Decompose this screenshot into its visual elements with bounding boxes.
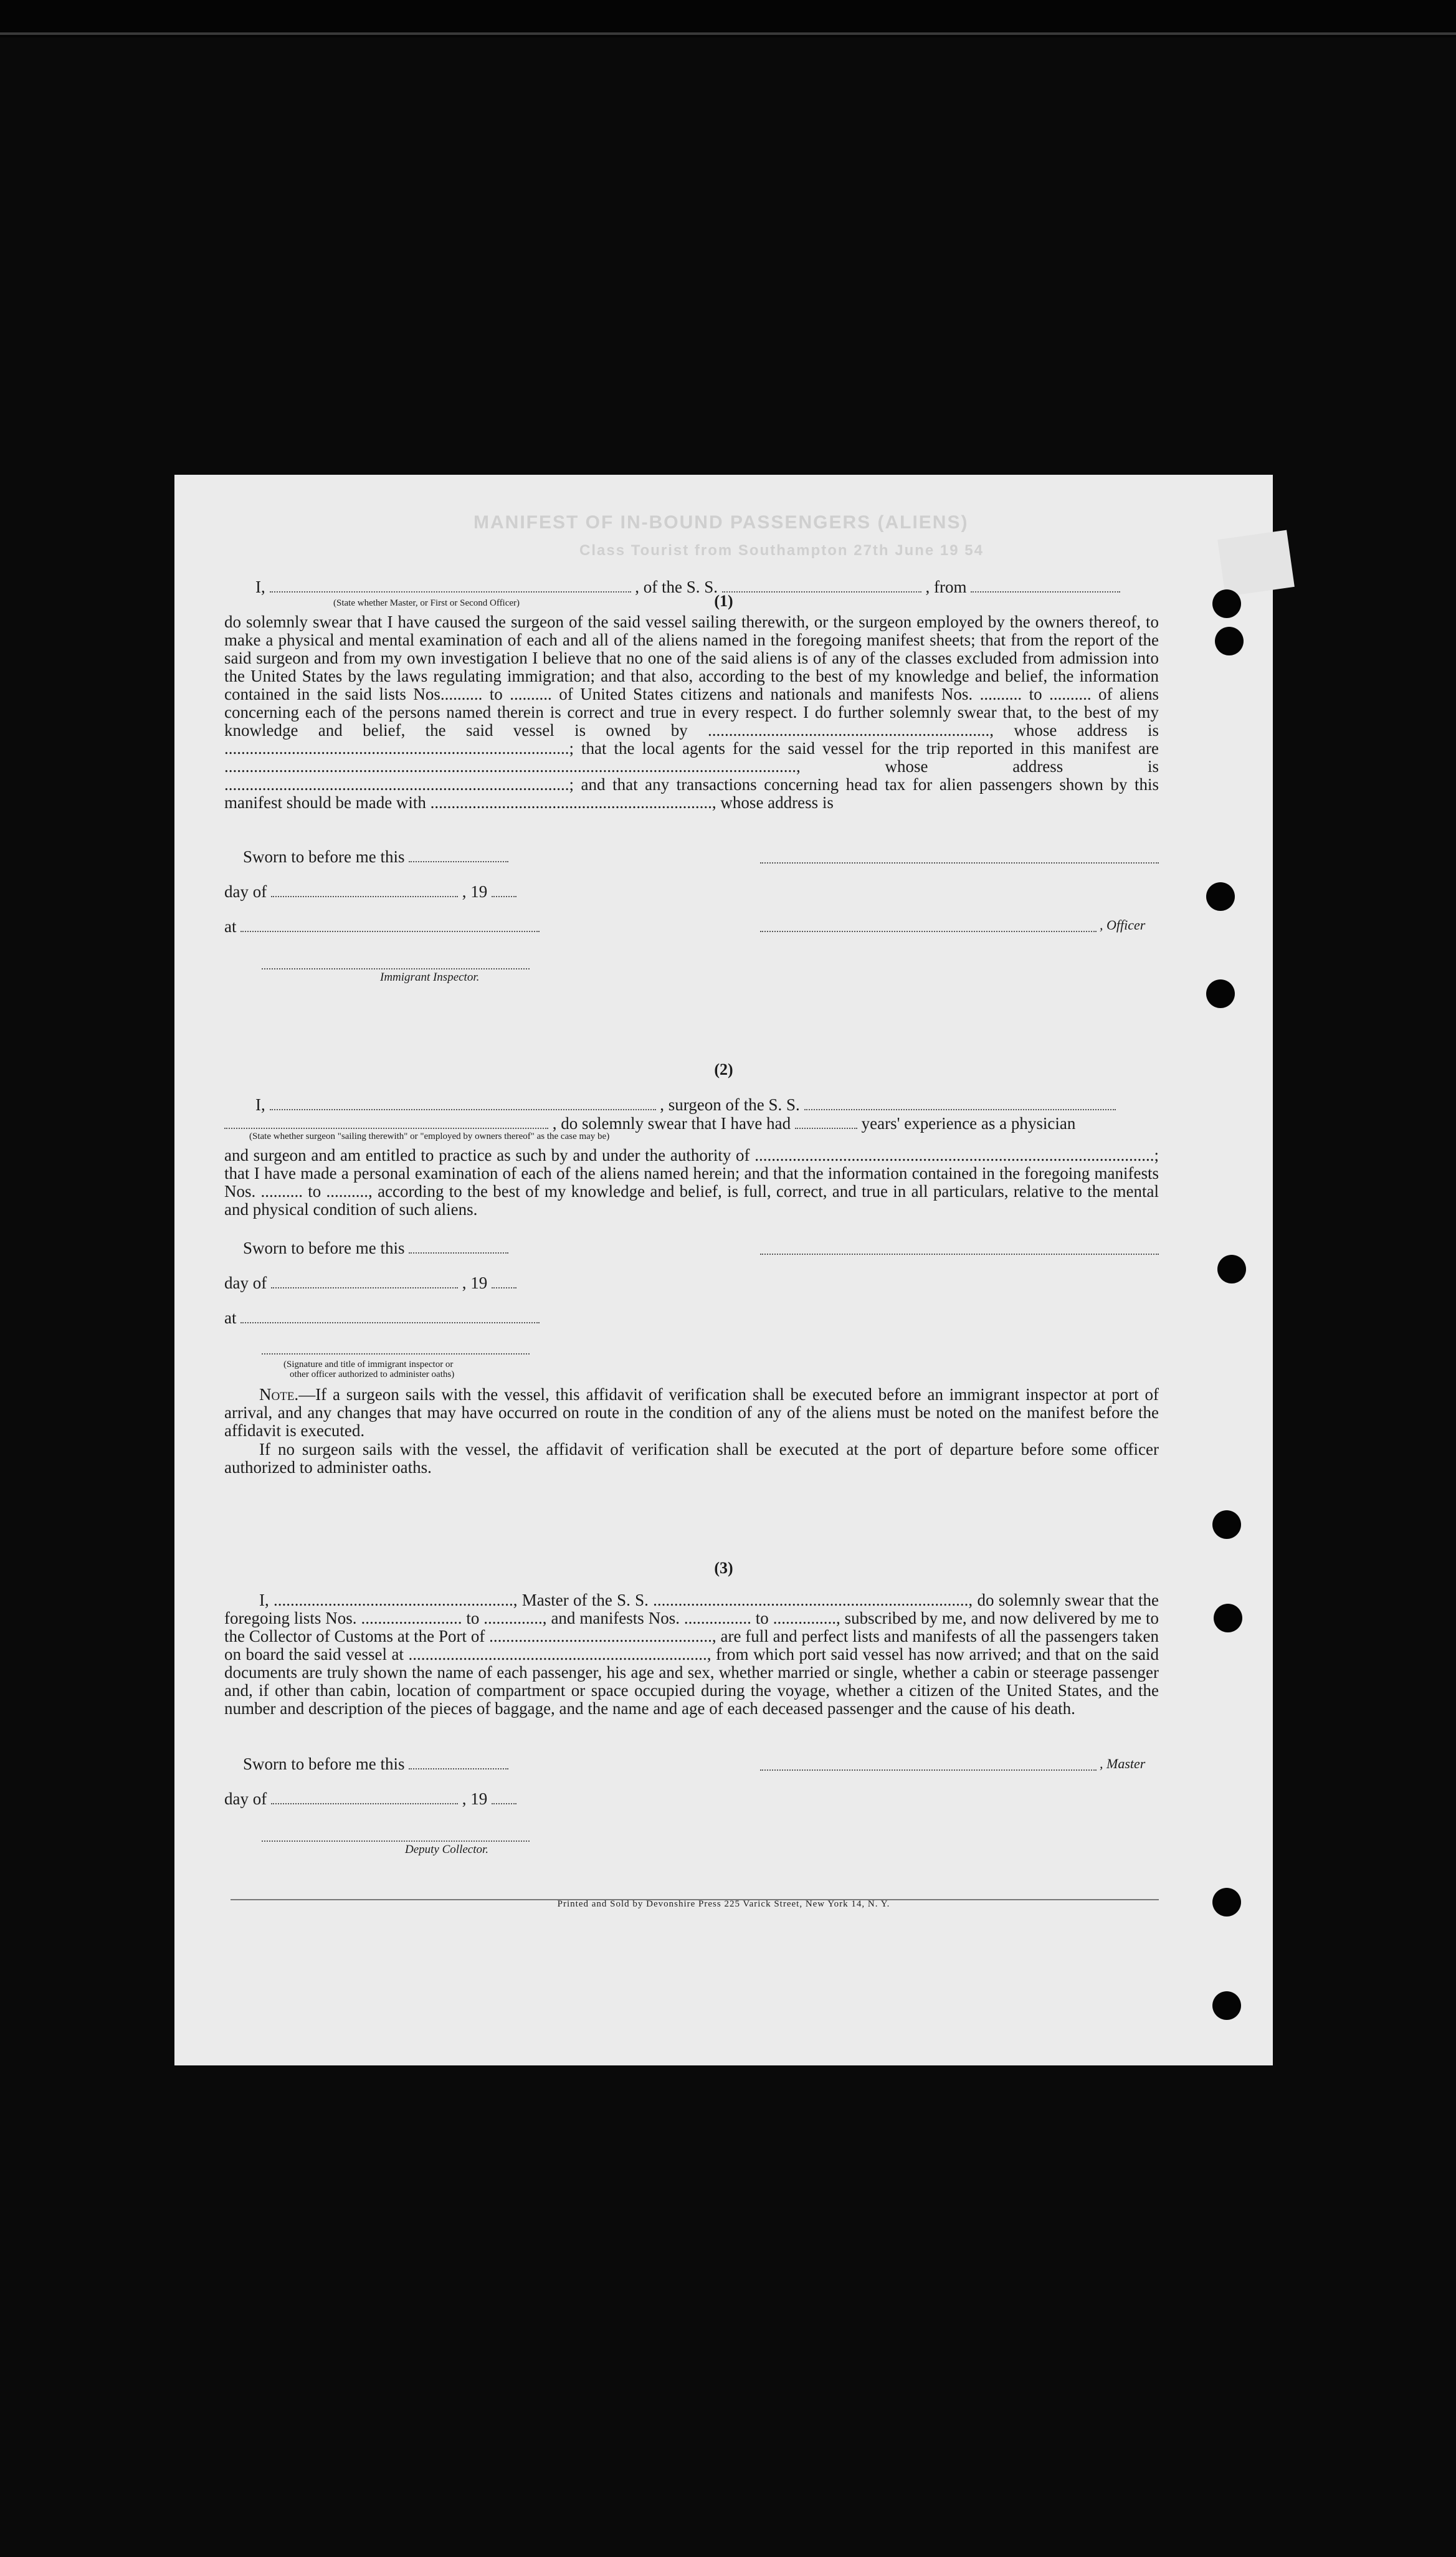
section-2-note [224, 1386, 1159, 1440]
section-1-at [224, 917, 1221, 936]
binder-hole [1206, 979, 1235, 1008]
section-1-body: do solemnly swear that I have caused the surgeon of the said vessel sailing therewith, or the surgeon employed by the owners thereof, to make a physical and mental examination of each and all of the aliens named in the foregoing manifest sheets; that from the report of the said surgeon and from my own investigation I believe that no one of the said aliens is of any of the classes excluded from admission into the United States by the laws regulating immigration; and that also, according to the best of my knowledge and belief, the information contained in the said lists Nos.......... to .......... of United States citizens and nationals and manifests Nos. .......... to .......... of aliens concerning each of the persons named therein is correct and true in every respect. I do further solemnly swear that, to the best of my knowledge and belief, the said vessel is owned by ..................................................................., whose address is ..................................................................................; that the local agents for the said vessel for the trip reported in this manifest are ........................................................................................................................................, whose address is ..................................................................................; and that any transactions concerning head tax for alien passengers shown by this manifest should be made with ..................................................................., whose address is [224, 612, 1159, 812]
section-1-number: (1) [714, 592, 733, 610]
officer-signature-line [760, 861, 1159, 864]
section-2-i: I, [255, 1095, 265, 1114]
ship-blank [722, 579, 921, 593]
ghost-header-line: Class Tourist from Southampton 27th June 19 54 [579, 542, 984, 559]
sig-note-line-2: other officer authorized to administer oaths) [290, 1369, 455, 1379]
sworn-label-3: Sworn to before me this [243, 1755, 405, 1773]
note-text: —If a surgeon sails with the vessel, this affidavit of verification shall be executed before an immigrant inspector at port of arrival, and any changes that may have occurred on route in the condition of any of the aliens must be noted on the manifest before the affidavit is executed. [224, 1385, 1159, 1440]
day-of-label-3: day of [224, 1789, 267, 1808]
section-3-body: I, ........................................................., Master of the S. S. ..........................................................................., do solemnly swear that the foregoing lists Nos. ........................ to .............., and manifests Nos. ................ to ..............., subscribed by me, and now delivered by me to the Collector of Customs at the Port of ....................................................., are full and perfect lists and manifests of all the passengers taken on board the said vessel at ......................................................................., from which port said vessel has now arrived; and that on the said documents are truly shown the name of each passenger, his age and sex, whether married or single, whether a cabin or steerage passenger and, if other than cabin, location of compartment or space occupied during the voyage, whether a citizen of the United States, and the number and description of the pieces of baggage, and the name and age of each deceased passenger and the cause of his death. [224, 1591, 1159, 1718]
day-of-label-2: day of [224, 1274, 267, 1292]
binder-hole [1206, 882, 1235, 911]
binder-hole [1212, 1991, 1241, 2020]
manifest-page [174, 475, 1273, 2065]
surgeon-signature-line [760, 1252, 1159, 1255]
officer-line [760, 930, 1097, 932]
binder-hole [1212, 1510, 1241, 1539]
year-label-1: , 19 [462, 882, 488, 901]
binder-hole [1214, 1604, 1242, 1632]
inspector-line [262, 967, 530, 969]
binder-hole [1215, 627, 1244, 655]
master-label: , Master [1100, 1756, 1146, 1771]
day-of-label-1: day of [224, 882, 267, 901]
note-label: Note. [259, 1385, 299, 1404]
section-1-opening-line [255, 578, 1252, 596]
section-1-i: I, [255, 578, 265, 596]
from-label: , from [925, 578, 967, 596]
section-1-state-note: (State whether Master, or First or Second Officer) [333, 598, 520, 608]
binder-hole [1212, 589, 1241, 618]
binder-hole [1212, 1888, 1241, 1917]
sig-note-line-1: (Signature and title of immigrant inspector or [283, 1359, 454, 1369]
name-blank [270, 579, 631, 593]
sworn-label-1: Sworn to before me this [243, 847, 405, 866]
ghost-header-title: MANIFEST OF IN-BOUND PASSENGERS (ALIENS) [473, 512, 969, 533]
section-3-number: (3) [714, 1559, 733, 1577]
section-2-second-line [224, 1114, 1221, 1133]
section-3-day-of [224, 1789, 1221, 1808]
section-2-day-of [224, 1274, 1221, 1292]
torn-corner-tab [1217, 530, 1295, 597]
printer-imprint: Printed and Sold by Devonshire Press 225 Varick Street, New York 14, N. Y. [557, 1899, 890, 1909]
immigrant-inspector-label: Immigrant Inspector. [380, 971, 480, 984]
deputy-collector-line [262, 1839, 530, 1842]
of-the-ss-label: , of the S. S. [635, 578, 718, 596]
master-signature-line [760, 1768, 1097, 1771]
inspector-signature-line-2 [262, 1352, 530, 1355]
years-label: years' experience as a physician [861, 1114, 1076, 1133]
section-2-note-2: If no surgeon sails with the vessel, the affidavit of verification shall be executed at the port of departure before some officer authorized to administer oaths. [224, 1440, 1159, 1477]
from-blank [971, 579, 1120, 593]
year-label-3: , 19 [462, 1789, 488, 1808]
binder-hole [1217, 1255, 1246, 1283]
year-label-2: , 19 [462, 1274, 488, 1292]
at-label-1: at [224, 917, 237, 936]
at-label-2: at [224, 1308, 237, 1327]
deputy-collector-label: Deputy Collector. [405, 1843, 489, 1856]
section-1-day-of [224, 882, 1221, 901]
section-2-state-note: (State whether surgeon "sailing therewith" or "employed by owners thereof" as the case may be) [249, 1131, 610, 1141]
section-2-opening-line [255, 1095, 1252, 1114]
section-2-number: (2) [714, 1060, 733, 1079]
scanner-top-band [0, 0, 1456, 37]
solemnly-label: , do solemnly swear that I have had [552, 1114, 791, 1133]
section-2-at [224, 1308, 1221, 1327]
surgeon-of-label: , surgeon of the S. S. [660, 1095, 800, 1114]
section-2-body: and surgeon and am entitled to practice as such by and under the authority of ...............................................................................................; that I have made a personal examination of each of the aliens named herein; and that the information contained in the foregoing manifests Nos. .......... to .........., according to the best of my knowledge and belief, is full, correct, and true in all particulars, relative to the mental and physical condition of such aliens. [224, 1146, 1159, 1219]
officer-label: , Officer [1100, 917, 1146, 933]
scanner-line [0, 32, 1456, 35]
sworn-label-2: Sworn to before me this [243, 1239, 405, 1257]
